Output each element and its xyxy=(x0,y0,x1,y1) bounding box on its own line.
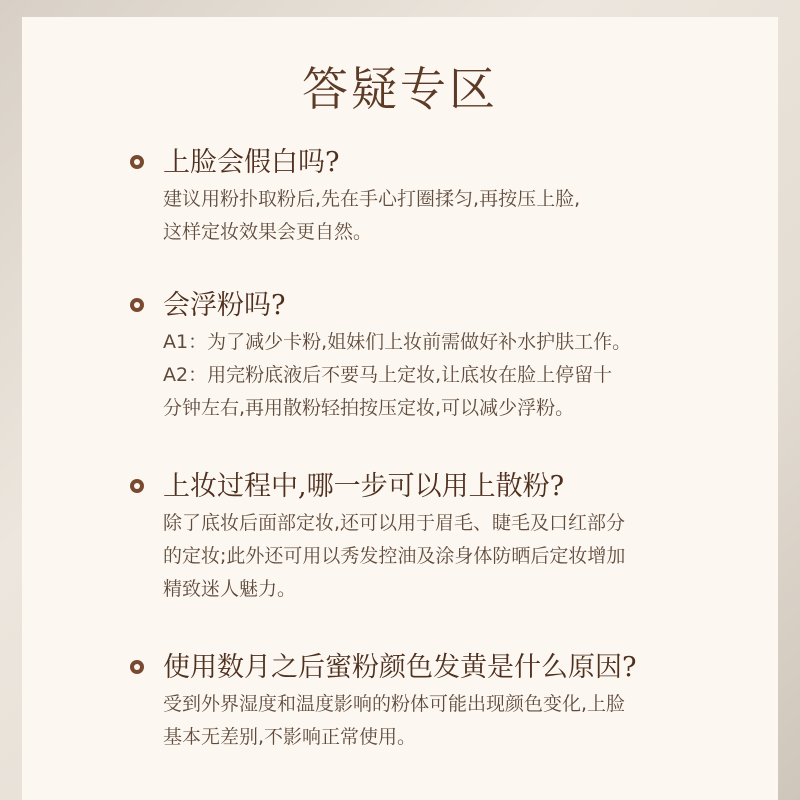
answer-text xyxy=(163,507,730,606)
question-row xyxy=(130,648,730,688)
answer-line: 建议用粉扑取粉后,先在手心打圈揉匀,再按压上脸, xyxy=(163,188,581,210)
ring-bullet-icon xyxy=(130,479,144,493)
answer-line: 精致迷人魅力。 xyxy=(163,578,297,600)
ring-bullet-icon xyxy=(130,660,144,674)
question-text: 会浮粉吗? xyxy=(163,290,286,321)
answer-text xyxy=(163,688,730,754)
answer-line: 分钟左右,再用散粉轻拍按压定妆,可以减少浮粉。 xyxy=(163,397,575,419)
faq-item-1 xyxy=(130,143,730,249)
answer-line: 这样定妆效果会更自然。 xyxy=(163,221,373,243)
question-text: 上妆过程中,哪一步可以用上散粉? xyxy=(163,471,565,502)
answer-line: A1：为了减少卡粉,姐妹们上妆前需做好补水护肤工作。 xyxy=(163,331,632,353)
ring-bullet-icon xyxy=(130,155,144,169)
faq-item-2 xyxy=(130,286,730,425)
question-text: 使用数月之后蜜粉颜色发黄是什么原因? xyxy=(163,652,637,683)
faq-card xyxy=(22,17,778,800)
ring-bullet-icon xyxy=(130,298,144,312)
question-row xyxy=(130,143,730,183)
faq-item-3 xyxy=(130,467,730,606)
page-title: 答疑专区 xyxy=(302,62,498,116)
question-text: 上脸会假白吗? xyxy=(163,147,340,178)
faq-item-4 xyxy=(130,648,730,754)
answer-line: A2：用完粉底液后不要马上定妆,让底妆在脸上停留十 xyxy=(163,364,613,386)
question-row xyxy=(130,467,730,507)
answer-line: 的定妆;此外还可用以秀发控油及涂身体防晒后定妆增加 xyxy=(163,545,626,567)
answer-text xyxy=(163,183,730,249)
answer-line: 除了底妆后面部定妆,还可以用于眉毛、睫毛及口红部分 xyxy=(163,512,626,534)
answer-text xyxy=(163,326,730,425)
question-row xyxy=(130,286,730,326)
answer-line: 受到外界湿度和温度影响的粉体可能出现颜色变化,上脸 xyxy=(163,693,626,715)
answer-line: 基本无差别,不影响正常使用。 xyxy=(163,726,417,748)
